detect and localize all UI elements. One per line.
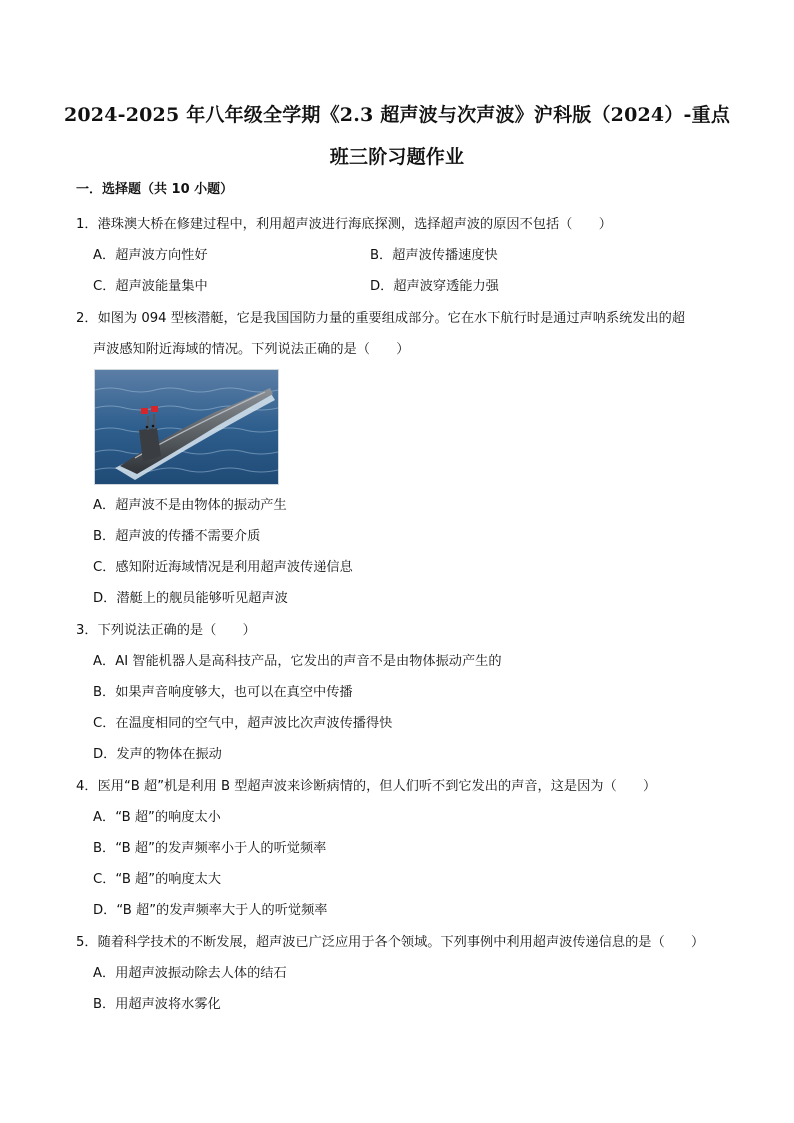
question-5-option-b: B．用超声波将水雾化 (93, 997, 221, 1012)
question-4-option-a: A．“B 超”的响度太小 (93, 810, 221, 825)
question-2-stem-continued: 声波感知附近海域的情况。下列说法正确的是（ ） (93, 342, 410, 357)
section-heading: 一．选择题（共 10 小题） (76, 182, 234, 197)
question-3-option-d: D．发声的物体在振动 (93, 747, 222, 762)
submarine-image (94, 369, 279, 485)
question-1-option-c: C．超声波能量集中 (93, 279, 208, 294)
question-2-stem: 2．如图为 094 型核潜艇，它是我国国防力量的重要组成部分。它在水下航行时是通过声呐系统发出的超 (76, 311, 686, 326)
question-3-option-a: A．AI 智能机器人是高科技产品，它发出的声音不是由物体振动产生的 (93, 654, 502, 669)
question-2-option-c: C．感知附近海域情况是利用超声波传递信息 (93, 560, 353, 575)
question-1-stem: 1．港珠澳大桥在修建过程中，利用超声波进行海底探测，选择超声波的原因不包括（ ） (76, 217, 612, 232)
question-3-stem: 3．下列说法正确的是（ ） (76, 623, 256, 638)
question-3-option-c: C．在温度相同的空气中，超声波比次声波传播得快 (93, 716, 393, 731)
document-title-line1: 2024-2025 年八年级全学期《2.3 超声波与次声波》沪科版（2024）-重点 (63, 104, 731, 126)
question-2-option-b: B．超声波的传播不需要介质 (93, 529, 261, 544)
question-1-option-a: A．超声波方向性好 (93, 248, 208, 263)
submarine-illustration (95, 370, 278, 484)
document-title-line2: 班三阶习题作业 (329, 146, 465, 168)
question-2-option-a: A．超声波不是由物体的振动产生 (93, 498, 287, 513)
question-2-option-d: D．潜艇上的舰员能够听见超声波 (93, 591, 288, 606)
question-5-stem: 5．随着科学技术的不断发展，超声波已广泛应用于各个领域。下列事例中利用超声波传递信息的是（ ） (76, 935, 705, 950)
question-5-option-a: A．用超声波振动除去人体的结石 (93, 966, 287, 981)
question-4-stem: 4．医用“B 超”机是利用 B 型超声波来诊断病情的，但人们听不到它发出的声音，这是因为（ ） (76, 779, 657, 794)
question-1-option-b: B．超声波传播速度快 (370, 248, 498, 263)
question-4-option-d: D．“B 超”的发声频率大于人的听觉频率 (93, 903, 328, 918)
question-4-option-c: C．“B 超”的响度太大 (93, 872, 222, 887)
question-1-option-d: D．超声波穿透能力强 (370, 279, 499, 294)
question-3-option-b: B．如果声音响度够大，也可以在真空中传播 (93, 685, 353, 700)
question-4-option-b: B．“B 超”的发声频率小于人的听觉频率 (93, 841, 327, 856)
